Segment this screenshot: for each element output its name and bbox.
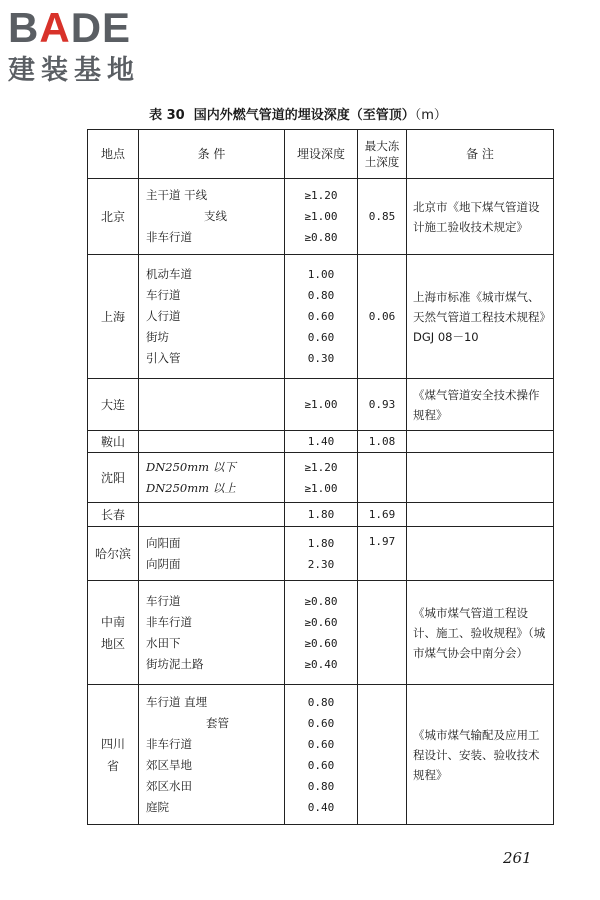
burial-depth-table xyxy=(87,129,554,825)
note-cell: 北京市《地下煤气管道设计施工验收技术规定》 xyxy=(407,179,554,255)
frost-cell xyxy=(358,685,407,825)
table-row xyxy=(88,453,554,503)
note-cell: 上海市标准《城市煤气、天然气管道工程技术规程》DGJ 08－10 xyxy=(407,255,554,379)
condition-cell xyxy=(139,503,285,527)
header-frost: 最大冻 土深度 xyxy=(358,130,407,179)
logo-subtitle: 建装基地 xyxy=(8,55,140,86)
location-cell: 中南地区 xyxy=(88,581,139,685)
brand-logo xyxy=(8,6,178,88)
condition-cell xyxy=(139,379,285,431)
condition-cell: 车行道 非车行道 水田下 街坊泥土路 xyxy=(139,581,285,685)
frost-cell: 1.08 xyxy=(358,431,407,453)
frost-cell: 0.06 xyxy=(358,255,407,379)
location-cell: 大连 xyxy=(88,379,139,431)
frost-cell: 1.97 xyxy=(358,527,407,581)
depth-cell: 1.80 2.30 xyxy=(285,527,358,581)
depth-cell: ≥1.20 ≥1.00 ≥0.80 xyxy=(285,179,358,255)
header-location: 地点 xyxy=(88,130,139,179)
location-cell: 沈阳 xyxy=(88,453,139,503)
depth-cell: ≥1.20 ≥1.00 xyxy=(285,453,358,503)
depth-cell: 1.40 xyxy=(285,431,358,453)
note-cell xyxy=(407,527,554,581)
frost-cell: 1.69 xyxy=(358,503,407,527)
header-depth: 埋设深度 xyxy=(285,130,358,179)
note-cell: 《城市煤气管道工程设计、施工、验收规程》（城市煤气协会中南分会） xyxy=(407,581,554,685)
header-row xyxy=(88,130,554,179)
location-cell: 长春 xyxy=(88,503,139,527)
depth-cell: 0.80 0.60 0.60 0.60 0.80 0.40 xyxy=(285,685,358,825)
table-title: 表 30 国内外燃气管道的埋设深度（至管顶）（m） xyxy=(149,108,447,123)
table-row xyxy=(88,255,554,379)
location-cell: 哈尔滨 xyxy=(88,527,139,581)
table-row xyxy=(88,431,554,453)
frost-cell: 0.85 xyxy=(358,179,407,255)
condition-cell: 向阳面 向阴面 xyxy=(139,527,285,581)
depth-cell: 1.00 0.80 0.60 0.60 0.30 xyxy=(285,255,358,379)
condition-cell: DN250mm 以下 DN250mm 以上 xyxy=(139,453,285,503)
table-row xyxy=(88,179,554,255)
table-row xyxy=(88,503,554,527)
condition-cell: 机动车道 车行道 人行道 街坊 引入管 xyxy=(139,255,285,379)
header-condition: 条 件 xyxy=(139,130,285,179)
condition-cell: 主干道 干线 支线 非车行道 xyxy=(139,179,285,255)
table-row xyxy=(88,527,554,581)
location-cell: 上海 xyxy=(88,255,139,379)
page-number: 261 xyxy=(503,849,532,867)
table-row xyxy=(88,581,554,685)
frost-cell xyxy=(358,581,407,685)
note-cell xyxy=(407,453,554,503)
frost-cell: 0.93 xyxy=(358,379,407,431)
depth-cell: 1.80 xyxy=(285,503,358,527)
frost-cell xyxy=(358,453,407,503)
location-cell: 四川省 xyxy=(88,685,139,825)
note-cell xyxy=(407,503,554,527)
header-note: 备 注 xyxy=(407,130,554,179)
table-row xyxy=(88,379,554,431)
condition-cell: 车行道 直埋 套管 非车行道 郊区旱地 郊区水田 庭院 xyxy=(139,685,285,825)
condition-cell xyxy=(139,431,285,453)
depth-cell: ≥0.80 ≥0.60 ≥0.60 ≥0.40 xyxy=(285,581,358,685)
note-cell: 《城市煤气输配及应用工程设计、安装、验收技术规程》 xyxy=(407,685,554,825)
location-cell: 北京 xyxy=(88,179,139,255)
location-cell: 鞍山 xyxy=(88,431,139,453)
logo-wordmark: BADE xyxy=(8,4,132,51)
note-cell: 《煤气管道安全技术操作规程》 xyxy=(407,379,554,431)
table-row xyxy=(88,685,554,825)
depth-cell: ≥1.00 xyxy=(285,379,358,431)
note-cell xyxy=(407,431,554,453)
